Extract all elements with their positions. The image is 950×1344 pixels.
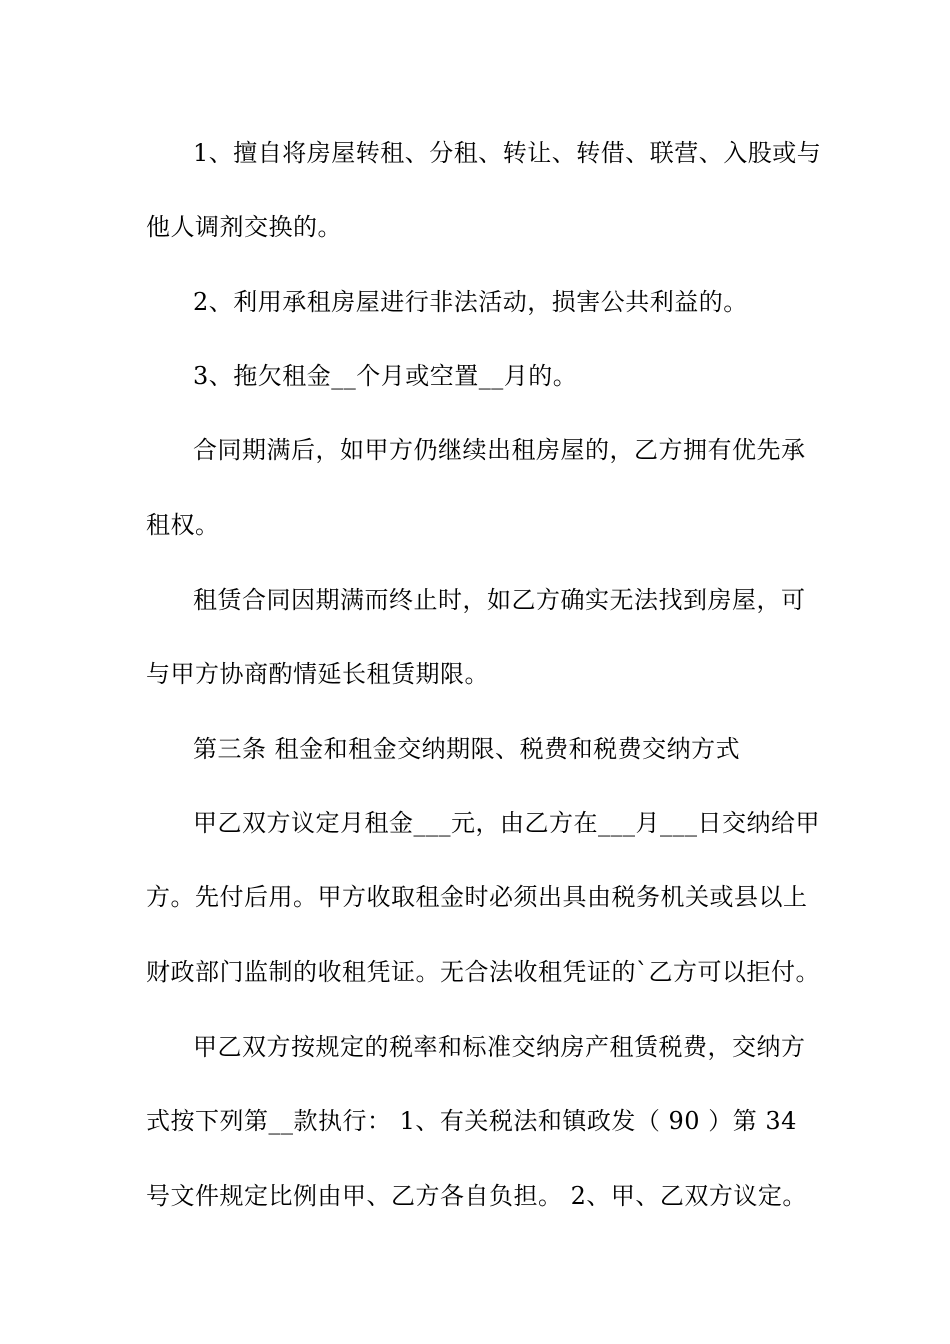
- section-heading: 第三条 租金和租金交纳期限、税费和税费交纳方式: [193, 735, 741, 763]
- paragraph-line: 租赁合同因期满而终止时，如乙方确实无法找到房屋，可: [193, 586, 806, 614]
- paragraph-line: 1、擅自将房屋转租、分租、转让、转借、联营、入股或与: [193, 139, 822, 167]
- paragraph-line: 式按下列第__款执行： 1、有关税法和镇政发（ 90 ）第 34: [146, 1107, 797, 1135]
- paragraph-line: 合同期满后，如甲方仍继续出租房屋的，乙方拥有优先承: [193, 436, 806, 464]
- paragraph-line: 租权。: [146, 511, 220, 539]
- paragraph-line: 甲乙双方按规定的税率和标准交纳房产租赁税费，交纳方: [193, 1033, 806, 1061]
- paragraph-line: 方。先付后用。甲方收取租金时必须出具由税务机关或县以上: [146, 883, 808, 911]
- paragraph-line: 3、拖欠租金__个月或空置__月的。: [193, 362, 578, 390]
- paragraph-line: 与甲方协商酌情延长租赁期限。: [146, 660, 489, 688]
- paragraph-line: 财政部门监制的收租凭证。无合法收租凭证的`乙方可以拒付。: [146, 958, 820, 986]
- paragraph-line: 他人调剂交换的。: [146, 213, 342, 241]
- paragraph-line: 2、利用承租房屋进行非法活动，损害公共利益的。: [193, 288, 748, 316]
- paragraph-line: 号文件规定比例由甲、乙方各自负担。 2、甲、乙双方议定。: [146, 1182, 807, 1210]
- paragraph-line: 甲乙双方议定月租金___元，由乙方在___月___日交纳给甲: [193, 809, 820, 837]
